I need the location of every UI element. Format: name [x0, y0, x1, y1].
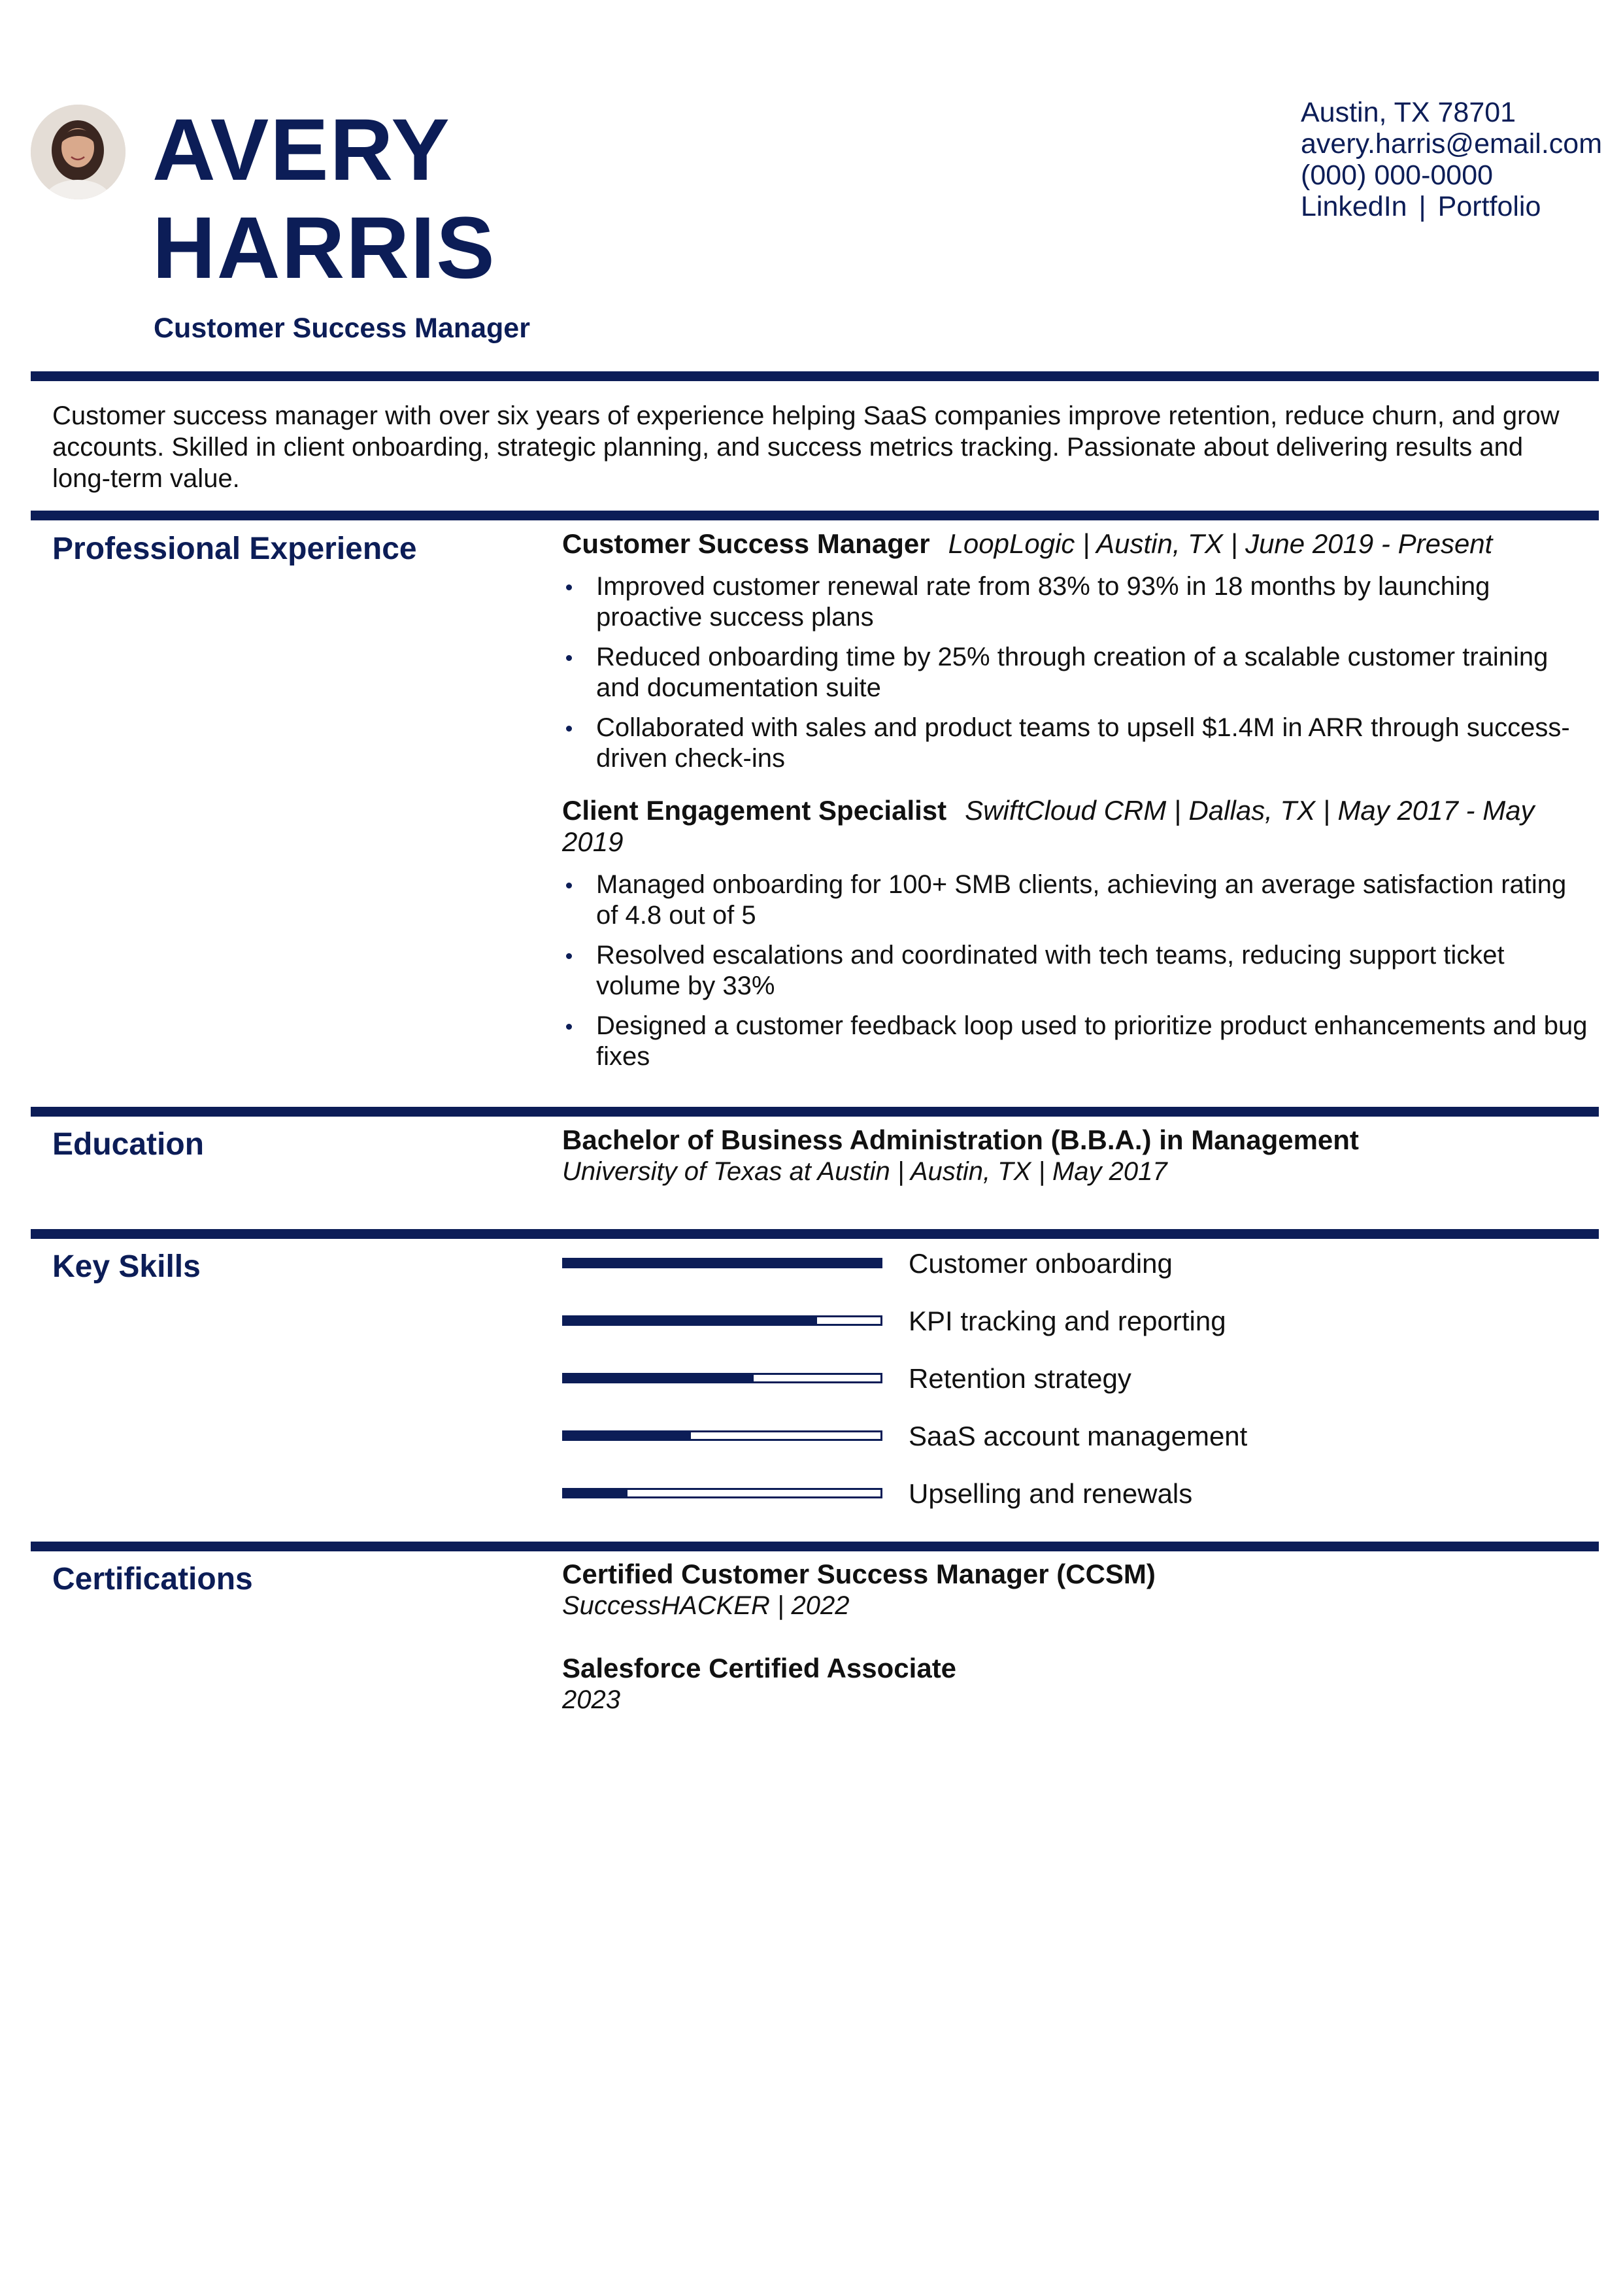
profile-photo: [31, 105, 125, 199]
bullet-text: Designed a customer feedback loop used to prioritize product enhancements and bug fixes: [596, 1011, 1588, 1071]
skill-bar: [562, 1315, 882, 1326]
job-header: [562, 528, 1588, 560]
skills-list: [562, 1249, 1588, 1536]
bullet-item: [562, 1011, 1588, 1072]
portfolio-link[interactable]: Portfolio: [1437, 191, 1541, 222]
job-entry: [562, 528, 1588, 774]
divider-header: [31, 371, 1599, 381]
divider-skills: [31, 1542, 1599, 1551]
degree-meta: University of Texas at Austin | Austin, TX | May 2017: [562, 1157, 1167, 1186]
bullet-text: Resolved escalations and coordinated with tech teams, reducing support ticket volume by 33%: [596, 941, 1505, 1000]
bullet-icon: [566, 655, 572, 661]
contact-links: [1301, 191, 1602, 222]
skill-bar-fill: [564, 1490, 627, 1496]
divider-experience: [31, 1107, 1599, 1117]
bullet-item: [562, 940, 1588, 1002]
linkedin-link[interactable]: LinkedIn: [1301, 191, 1407, 222]
skill-bar-fill: [564, 1260, 880, 1266]
cert-meta: 2023: [562, 1685, 620, 1714]
bullet-text: Collaborated with sales and product teams to upsell $1.4M in ARR through success-driven check-ins: [596, 713, 1570, 773]
bullet-icon: [566, 953, 572, 959]
contact-location: Austin, TX 78701: [1301, 97, 1516, 128]
bullet-item: [562, 642, 1588, 703]
job-title: Customer Success Manager: [154, 312, 530, 344]
avatar: [31, 105, 125, 199]
degree: Bachelor of Business Administration (B.B.A.) in Management: [562, 1124, 1359, 1155]
summary-text: Customer success manager with over six years of experience helping SaaS companies improve retention, reduce churn, and grow accounts. Skilled in client onboarding, strategic planning, and success metrics tracking. Passionate about delivering results and long-term value.: [52, 401, 1560, 493]
contact-separator: |: [1418, 191, 1426, 222]
bullet-item: [562, 571, 1588, 633]
experience-list: [562, 528, 1588, 1093]
skill-item: [562, 1364, 1588, 1421]
cert-meta: SuccessHACKER | 2022: [562, 1591, 850, 1620]
contact-block: [1301, 97, 1602, 222]
name-last: HARRIS: [152, 199, 496, 297]
bullet-icon: [566, 883, 572, 888]
section-heading-certifications: Certifications: [52, 1562, 253, 1596]
skill-label: SaaS account management: [909, 1421, 1248, 1451]
job-bullets: [562, 571, 1588, 774]
bullet-icon: [566, 726, 572, 732]
skill-bar: [562, 1430, 882, 1441]
job-entry: [562, 795, 1588, 1072]
section-heading-education: Education: [52, 1127, 205, 1162]
section-heading-skills: Key Skills: [52, 1249, 201, 1284]
job-bullets: [562, 869, 1588, 1072]
bullet-item: [562, 869, 1588, 931]
contact-phone[interactable]: (000) 000-0000: [1301, 160, 1494, 191]
job-role: Customer Success Manager: [562, 528, 930, 559]
skill-bar: [562, 1488, 882, 1498]
skill-item: [562, 1249, 1588, 1306]
cert-entry: [562, 1653, 1588, 1715]
skill-bar: [562, 1373, 882, 1383]
bullet-text: Improved customer renewal rate from 83% to 93% in 18 months by launching proactive success plans: [596, 572, 1490, 632]
job-meta: LoopLogic | Austin, TX | June 2019 - Present: [948, 528, 1493, 559]
bullet-text: Reduced onboarding time by 25% through creation of a scalable customer training and documentation suite: [596, 643, 1548, 702]
section-heading-experience: Professional Experience: [52, 532, 417, 566]
skill-bar-fill: [564, 1317, 817, 1324]
skill-label: Customer onboarding: [909, 1248, 1173, 1279]
skill-label: Retention strategy: [909, 1363, 1131, 1394]
cert-name: Salesforce Certified Associate: [562, 1653, 957, 1683]
cert-entry: [562, 1559, 1588, 1621]
skill-label: Upselling and renewals: [909, 1478, 1193, 1509]
skill-item: [562, 1479, 1588, 1536]
bullet-text: Managed onboarding for 100+ SMB clients, achieving an average satisfaction rating of 4.8 out of 5: [596, 870, 1567, 930]
job-header: [562, 795, 1588, 858]
job-role: Client Engagement Specialist: [562, 795, 947, 826]
name-first: AVERY: [152, 101, 451, 199]
job-meta: SwiftCloud CRM | Dallas, TX | May 2017 - May 2019: [562, 795, 1535, 857]
skill-label: KPI tracking and reporting: [909, 1306, 1226, 1336]
contact-email[interactable]: avery.harris@email.com: [1301, 128, 1603, 160]
skill-item: [562, 1421, 1588, 1479]
skill-bar-fill: [564, 1432, 691, 1439]
education-entry: [562, 1124, 1588, 1187]
bullet-icon: [566, 1024, 572, 1030]
bullet-item: [562, 713, 1588, 774]
bullet-icon: [566, 584, 572, 590]
divider-summary: [31, 511, 1599, 520]
skill-bar-fill: [564, 1375, 754, 1381]
divider-education: [31, 1229, 1599, 1239]
cert-name: Certified Customer Success Manager (CCSM): [562, 1559, 1156, 1589]
certifications-list: [562, 1559, 1588, 1747]
skill-bar: [562, 1258, 882, 1268]
skill-item: [562, 1306, 1588, 1364]
